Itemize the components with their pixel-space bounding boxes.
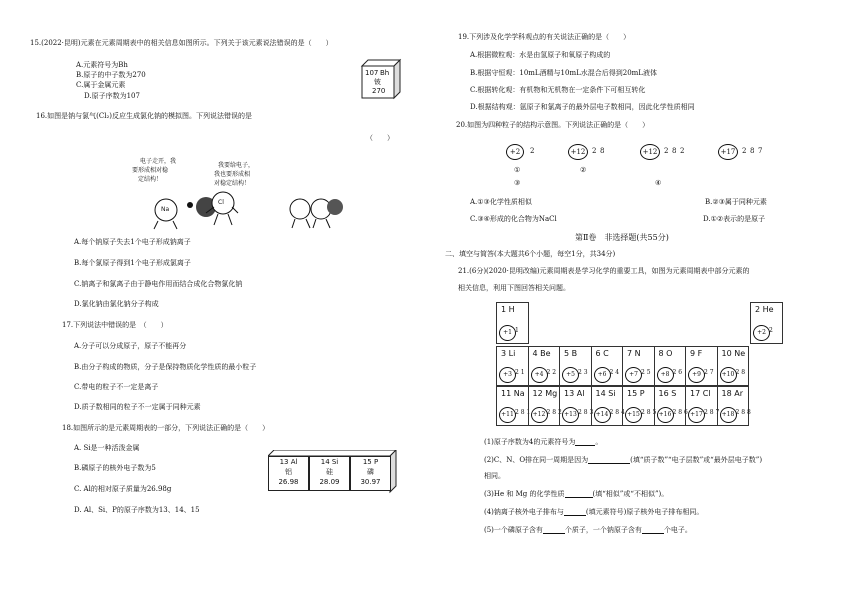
q16-option-d: D.氯化钠由氯化钠分子构成 (74, 300, 159, 308)
q18-cards (268, 450, 408, 496)
element-nucleus: +11 (499, 407, 516, 423)
blank-3[interactable] (565, 490, 593, 498)
mark-4: ④ (655, 179, 662, 187)
element-cell (622, 386, 655, 426)
element-label: 3 Li (501, 349, 516, 358)
element-shells: 1 (515, 327, 519, 334)
particle-4 (718, 144, 778, 160)
element-label: 4 Be (532, 349, 551, 358)
section2-heading: 二、填空与简答(本大题共6个小题，每空1分，共34分) (445, 250, 616, 258)
q18-option-d: D. Al、Si、P的原子序数为13、14、15 (74, 506, 200, 514)
q17-option-c: C.带电的粒子不一定是离子 (74, 383, 159, 391)
element-shells: 2 8 7 (704, 409, 720, 416)
element-shells: 2 8 (735, 369, 746, 376)
element-label: 5 B (564, 349, 578, 358)
particle-4-shell-2: 8 (750, 147, 755, 155)
q21-sub3 (484, 490, 668, 498)
element-nucleus: +15 (625, 407, 642, 423)
element-cell (685, 386, 718, 426)
q18-option-c: C. Al的相对原子质量为26.98g (74, 485, 172, 493)
element-label: 1 H (501, 305, 515, 314)
element-cell (685, 346, 718, 386)
element-label: 13 Al (564, 389, 585, 398)
particle-2-shell-2: 8 (600, 147, 605, 155)
element-label: 14 Si (595, 389, 616, 398)
bubble1-line2: 要形成相对稳 (132, 167, 169, 174)
blank-6[interactable] (642, 526, 664, 534)
element-nucleus: +4 (531, 367, 548, 383)
particle-2-shell-1: 2 (592, 147, 597, 155)
q20-option-c: C.③④形成的化合物为NaCl (470, 215, 557, 223)
element-nucleus: +13 (562, 407, 579, 423)
element-cell (559, 386, 592, 426)
q15-card-symbol: Bh (380, 69, 390, 77)
element-nucleus: +8 (657, 367, 674, 383)
element-nucleus: +9 (688, 367, 705, 383)
element-nucleus: +3 (499, 367, 516, 383)
element-nucleus: +7 (625, 367, 642, 383)
element-cell (496, 346, 529, 386)
particle-2 (568, 144, 618, 160)
q15-option-a: A.元素符号为Bh (76, 61, 128, 69)
q15-element-card (358, 58, 398, 96)
element-label: 11 Na (501, 389, 525, 398)
element-cell (528, 386, 561, 426)
element-label: 7 N (627, 349, 641, 358)
q19-option-b: B.根据守恒观：10mL酒精与10mL水混合后得到20mL液体 (470, 69, 657, 77)
q20-stem: 20.如图为四种粒子的结构示意图。下列说法正确的是（ ） (456, 121, 650, 129)
q15-option-c: C.属于金属元素 (76, 81, 126, 89)
q21-sub3-hint: (填“相似”或“不相似”)。 (592, 490, 669, 498)
element-cell (528, 346, 561, 386)
q16-option-b: B.每个氯原子得到1个电子形成氯离子 (74, 259, 191, 267)
card-al (268, 456, 309, 491)
q19-option-c: C.根据转化观：有机物和无机物在一定条件下可相互转化 (470, 86, 646, 94)
element-nucleus: +1 (499, 325, 516, 341)
element-label: 9 F (690, 349, 703, 358)
q16-stem: 16.如图是钠与氯气(Cl₂)反应生成氯化钠的模拟图。下列说法错误的是 (36, 112, 252, 120)
periodic-table (496, 302, 782, 428)
particle-4-core: +17 (718, 144, 738, 160)
element-nucleus: +14 (594, 407, 611, 423)
element-shells: 2 3 (578, 369, 588, 376)
card-p-name: 磷 (367, 468, 374, 476)
particle-3-core: +12 (640, 144, 660, 160)
element-cell (622, 346, 655, 386)
particle-1 (506, 144, 546, 160)
element-shells: 2 7 (704, 369, 714, 376)
q21-stem-line1: 21.(6分)(2020·昆明改编)元素周期表是学习化学的重要工具，如图为元素周期表中部分元素的 (458, 267, 750, 275)
mark-1: ① (514, 166, 521, 174)
element-label: 15 P (627, 389, 645, 398)
element-nucleus: +18 (720, 407, 737, 423)
particle-1-core: +2 (506, 144, 524, 160)
q21-sub2-end: 相同。 (484, 472, 505, 480)
element-shells: 2 (769, 327, 773, 334)
element-shells: 2 8 1 (515, 409, 531, 416)
element-shells: 2 2 (546, 369, 557, 376)
q17-option-a: A.分子可以分成原子，原子不能再分 (74, 342, 187, 350)
element-nucleus: +17 (688, 407, 705, 423)
particle-1-shell-1: 2 (530, 147, 535, 155)
element-nucleus: +16 (657, 407, 674, 423)
element-shells: 2 5 (641, 369, 651, 376)
particle-2-core: +12 (568, 144, 588, 160)
particle-3 (640, 144, 700, 160)
q19-option-d: D.根据结构观：氩原子和氯离子的最外层电子数相同，因此化学性质相同 (470, 103, 695, 111)
q18-option-b: B.磷原子的核外电子数为5 (74, 464, 156, 472)
element-cell (591, 386, 624, 426)
particle-4-shell-1: 2 (742, 147, 747, 155)
q21-sub2-hint: (填“质子数”“电子层数”或“最外层电子数”) (630, 456, 763, 464)
card-si-mass: 28.09 (319, 478, 340, 486)
element-nucleus: +5 (562, 367, 579, 383)
element-nucleus: +12 (531, 407, 548, 423)
q18-stem: 18.如图所示的是元素周期表的一部分，下列说法正确的是（ ） (62, 424, 270, 432)
card-p-top: 15 P (362, 458, 379, 466)
q20-option-d: D.①②表示的是原子 (703, 215, 766, 223)
q21-sub1: (1)原子序数为4的元素符号为 。 (484, 438, 603, 446)
q21-sub2 (484, 456, 762, 464)
q20-option-b: B.②③属于同种元素 (705, 198, 767, 206)
q16-illustration (128, 155, 368, 230)
element-shells: 2 8 5 (641, 409, 657, 416)
card-si-name: 硅 (326, 468, 333, 476)
element-label: 6 C (595, 349, 609, 358)
element-cell (750, 302, 783, 344)
bubble1-line3: 定结构！ (138, 176, 163, 183)
q15-option-b: B.原子的中子数为270 (76, 71, 146, 79)
element-shells: 2 8 4 (609, 409, 625, 416)
blank-5[interactable] (543, 526, 565, 534)
atom-cartoons (128, 155, 368, 230)
q19-option-a: A.根据微粒观：水是由氢原子和氧原子构成的 (470, 51, 611, 59)
mark-3: ③ (514, 179, 521, 187)
q21-sub4-hint: (填元素符号)原子核外电子排布相同。 (585, 508, 704, 516)
card-al-name: 铝 (285, 468, 292, 476)
element-cell (654, 386, 687, 426)
particle-3-shell-2: 8 (672, 147, 677, 155)
mark-2: ② (580, 166, 587, 174)
element-label: 2 He (755, 305, 774, 314)
q21-stem-line2: 相关信息，利用下图回答相关问题。 (458, 284, 570, 292)
q15-stem: 15.(2022·昆明)元素在元素周期表中的相关信息如图所示。下列关于该元素说法错误的是（ ） (30, 39, 333, 47)
q15-option-d: D.原子序数为107 (84, 92, 140, 100)
element-cell (496, 386, 529, 426)
q15-card-number: 107 (365, 69, 379, 77)
q21-sub4 (484, 508, 703, 516)
q15-card-name: 铍 (374, 78, 381, 86)
q21-sub3-text: (3)He 和 Mg 的化学性质 (484, 490, 565, 498)
part2-title: 第Ⅱ卷 非选择题(共55分) (575, 233, 669, 242)
q21-sub5-c: 个电子。 (663, 526, 692, 534)
element-shells: 2 8 6 (672, 409, 688, 416)
q17-option-d: D.质子数相同的粒子不一定属于同种元素 (74, 403, 201, 411)
bubble2-line1: 我要给电子， (218, 162, 255, 169)
particle-3-shell-1: 2 (664, 147, 669, 155)
q16-answer-paren: （ ） (366, 134, 394, 142)
q20-option-a: A.①③化学性质相似 (470, 198, 532, 206)
na-label: Na (161, 206, 170, 213)
card-al-mass: 26.98 (278, 478, 299, 486)
element-shells: 2 8 8 (735, 409, 751, 416)
element-shells: 2 8 3 (578, 409, 594, 416)
q21-sub2-text: (2)C、N、O排在同一周期是因为 (484, 456, 589, 464)
q15-card-mass: 270 (372, 87, 386, 95)
q17-stem: 17.下列说法中错误的是 （ ） (62, 321, 168, 329)
element-label: 18 Ar (721, 389, 743, 398)
q17-option-b: B.由分子构成的物质，分子是保持物质化学性质的最小粒子 (74, 363, 257, 371)
element-label: 8 O (658, 349, 673, 358)
q21-sub5 (484, 526, 692, 534)
q21-sub5-b: 个质子，一个钠原子含有 (564, 526, 642, 534)
element-cell (717, 346, 750, 386)
blank-1[interactable] (575, 438, 595, 446)
element-shells: 2 1 (515, 369, 525, 376)
element-shells: 2 6 (672, 369, 683, 376)
q19-stem: 19.下列涉及化学学科观点的有关说法正确的是（ ） (458, 33, 631, 41)
element-nucleus: +2 (753, 325, 770, 341)
element-label: 10 Ne (721, 349, 746, 358)
card-si (309, 456, 350, 491)
element-cell (654, 346, 687, 386)
particle-3-shell-3: 2 (680, 147, 685, 155)
bubble1-line1: 电子走开，我 (140, 158, 177, 165)
card-p (350, 456, 391, 491)
q18-option-a: A. Si是一种活泼金属 (74, 444, 140, 452)
card-p-mass: 30.97 (360, 478, 381, 486)
element-cell (559, 346, 592, 386)
element-shells: 2 4 (609, 369, 620, 376)
element-cell (496, 302, 529, 344)
blank-2[interactable] (588, 456, 630, 464)
element-nucleus: +10 (720, 367, 737, 383)
q16-option-a: A.每个钠原子失去1个电子形成钠离子 (74, 238, 191, 246)
q21-sub1-text: (1)原子序数为4的元素符号为 (484, 438, 576, 446)
particle-4-shell-3: 7 (758, 147, 763, 155)
element-nucleus: +6 (594, 367, 611, 383)
cl-label: Cl (218, 199, 224, 206)
blank-4[interactable] (564, 508, 586, 516)
element-shells: 2 8 2 (546, 409, 562, 416)
element-label: 16 S (658, 389, 677, 398)
element-cell (591, 346, 624, 386)
q16-option-c: C.钠离子和氯离子由于静电作用而结合成化合物氯化钠 (74, 280, 243, 288)
bubble2-line2: 我也要形成相 (214, 171, 251, 178)
q21-sub5-a: (5)一个磷原子含有 (484, 526, 543, 534)
element-label: 17 Cl (690, 389, 711, 398)
q21-sub4-text: (4)钠离子核外电子排布与 (484, 508, 564, 516)
card-al-top: 13 Al (279, 458, 298, 466)
element-label: 12 Mg (532, 389, 558, 398)
card-si-top: 14 Si (320, 458, 339, 466)
element-cell (717, 386, 750, 426)
bubble2-line3: 对稳定结构！ (214, 180, 251, 187)
